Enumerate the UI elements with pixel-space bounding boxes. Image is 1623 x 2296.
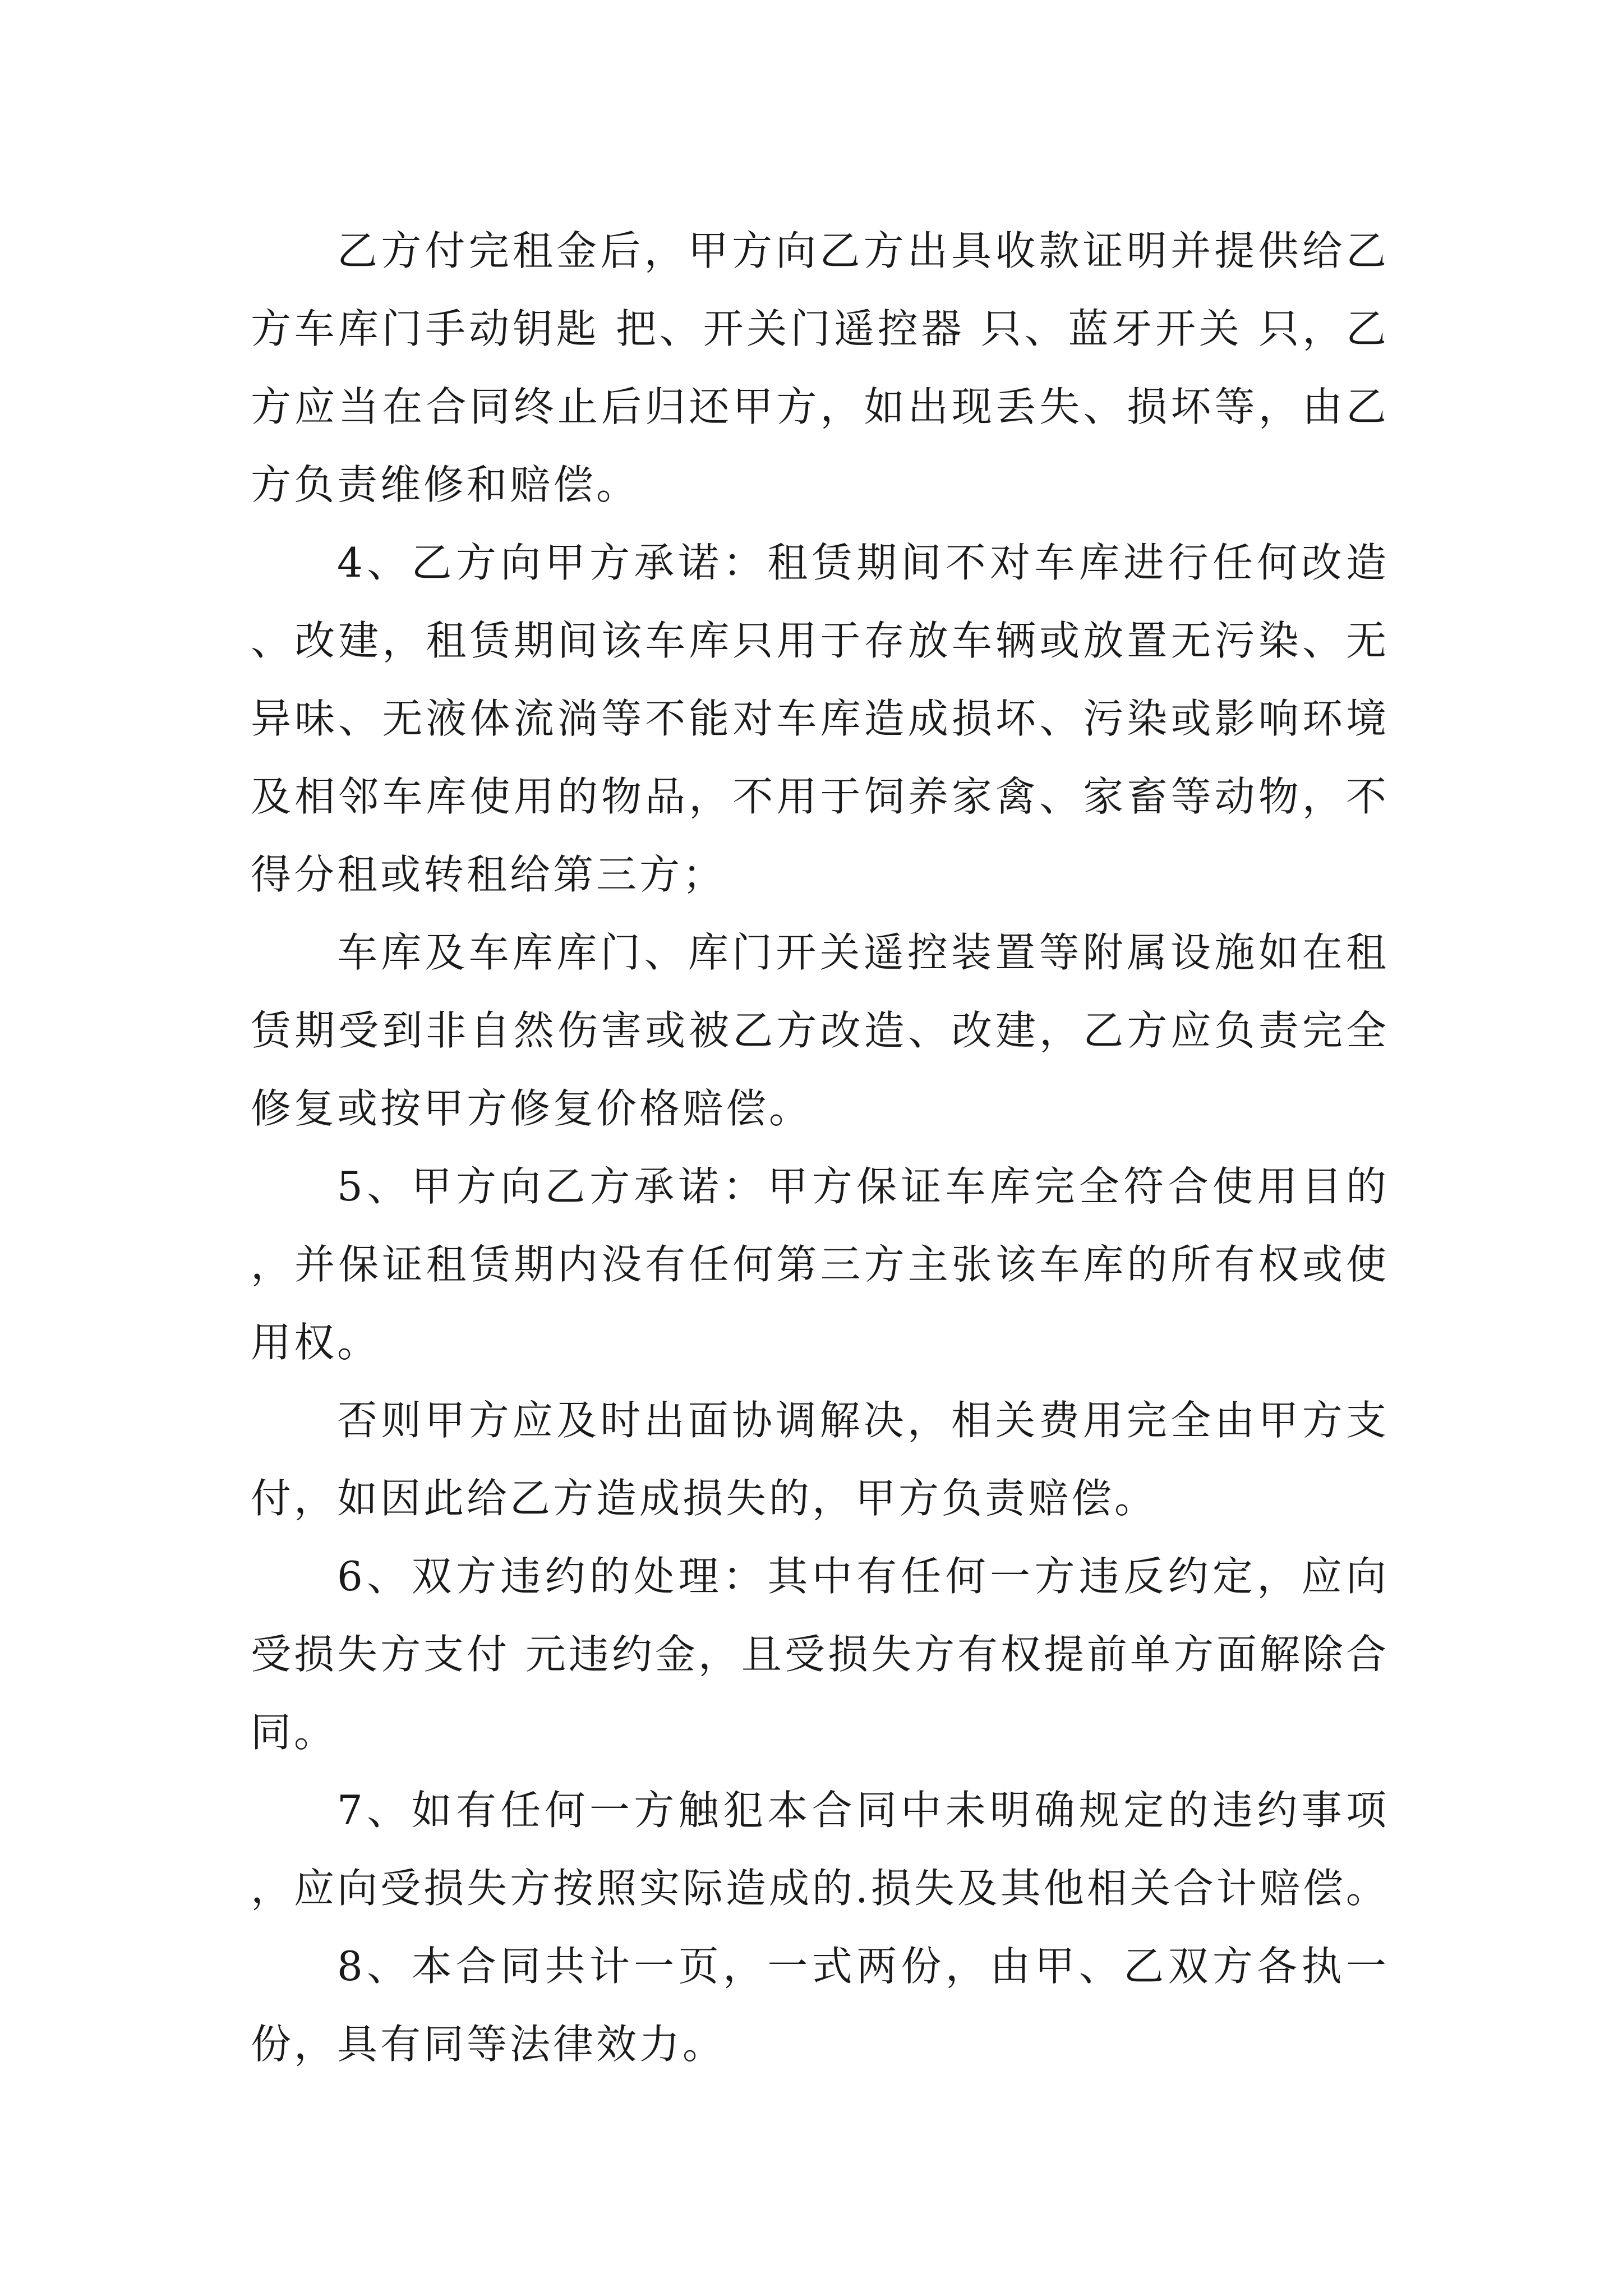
paragraph-dispute-cost: 否则甲方应及时出面协调解决，相关费用完全由甲方支付，如因此给乙方造成损失的，甲方负责赔偿。 — [251, 1397, 1389, 1522]
paragraph-facility-damage: 车库及车库库门、库门开关遥控装置等附属设施如在租赁期受到非自然伤害或被乙方改造、改建，乙方应负责完全修复或按甲方修复价格赔偿。 — [251, 929, 1389, 1132]
paragraph-key-handover: 乙方付完租金后，甲方向乙方出具收款证明并提供给乙方车库门手动钥匙 把、开关门遥控器 只、蓝牙开关 只，乙方应当在合同终止后归还甲方，如出现丢失、损坏等，由乙方负责维修和赔偿。 — [251, 227, 1389, 508]
paragraph-clause-8: 8、本合同共计一页，一式两份，由甲、乙双方各执一份，具有同等法律效力。 — [251, 1943, 1389, 2068]
paragraph-clause-5: 5、甲方向乙方承诺：甲方保证车库完全符合使用目的，并保证租赁期内没有任何第三方主张该车库的所有权或使用权。 — [251, 1163, 1389, 1366]
paragraph-clause-4: 4、乙方向甲方承诺：租赁期间不对车库进行任何改造、改建，租赁期间该车库只用于存放车辆或放置无污染、无异味、无液体流淌等不能对车库造成损坏、污染或影响环境及相邻车库使用的物品，不用于饲养家禽、家畜等动物，不得分租或转租给第三方； — [251, 539, 1389, 898]
paragraph-clause-6: 6、双方违约的处理：其中有任何一方违反约定，应向受损失方支付 元违约金，且受损失方有权提前单方面解除合同。 — [251, 1553, 1389, 1756]
document-body — [251, 212, 1389, 2083]
paragraph-clause-7: 7、如有任何一方触犯本合同中未明确规定的违约事项，应向受损失方按照实际造成的.损失及其他相关合计赔偿。 — [251, 1787, 1389, 1912]
